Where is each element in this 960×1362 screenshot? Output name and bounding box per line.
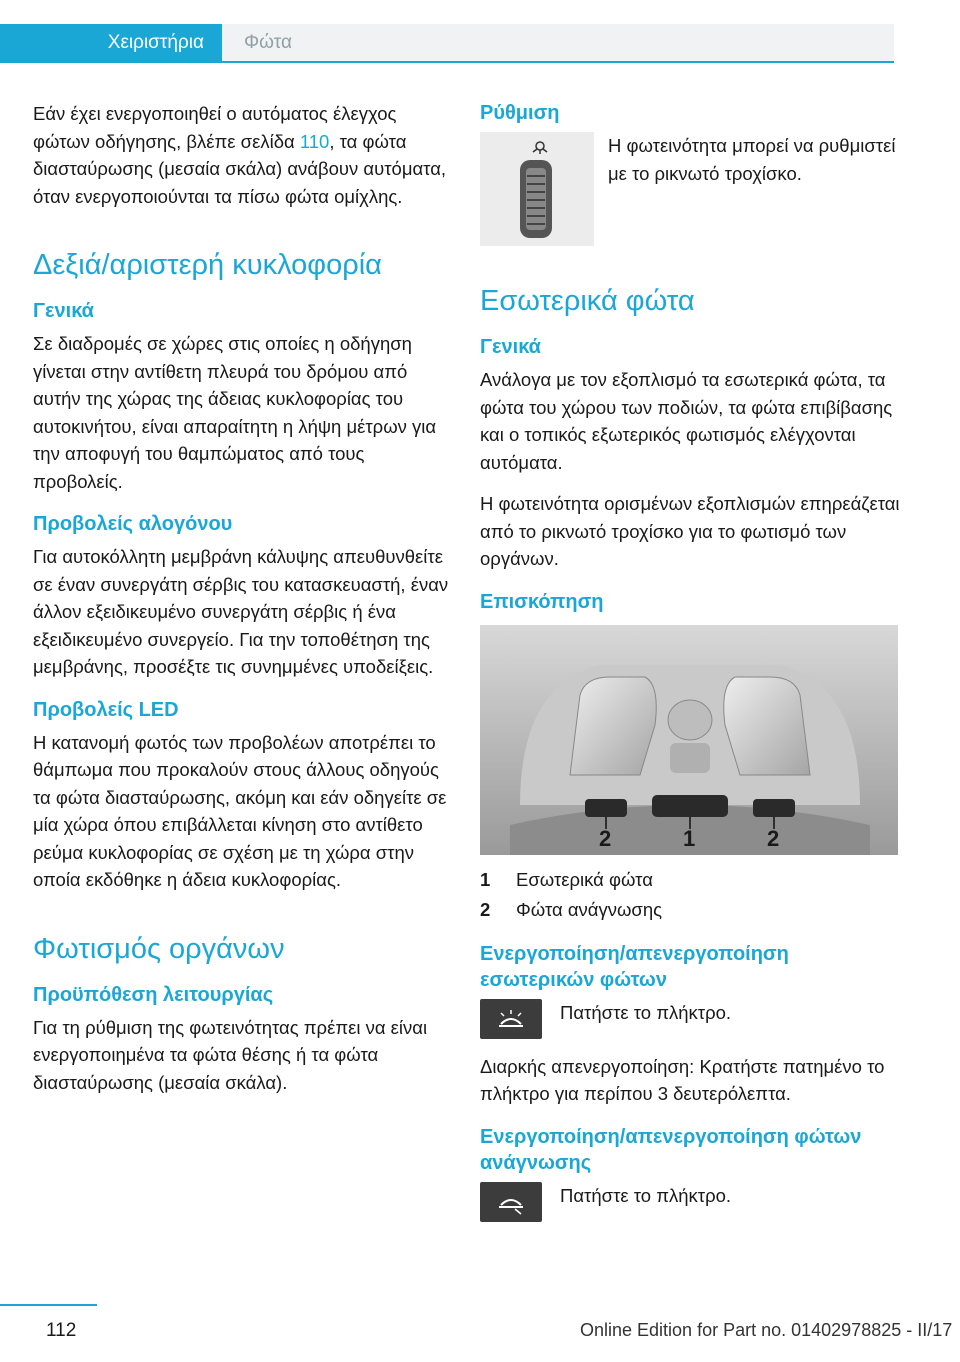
heading-general: Γενικά: [33, 300, 94, 322]
right-column: [480, 100, 900, 1236]
thumbwheel-icon: [480, 132, 594, 246]
thumbwheel-image: [480, 132, 594, 246]
prerequisite-paragraph: Για τη ρύθμιση της φωτεινότητας πρέπει να είναι ενεργοποιημένα τα φώτα θέσης ή τα φώτα διασταύρωσης (μεσαία σκάλα).: [33, 1016, 428, 1093]
intro-paragraph: [33, 100, 449, 210]
callout-2-right: 2: [767, 825, 780, 851]
page-number: 112: [46, 1320, 77, 1341]
legend-item: [480, 865, 900, 895]
heading-interior-lights: Εσωτερικά φώτα: [480, 285, 695, 317]
interior-button-row: [480, 999, 900, 1039]
tab-lights[interactable]: Φώτα: [222, 24, 894, 62]
overview-image: [480, 625, 898, 855]
heading-instrument-lighting: Φωτισμός οργάνων: [33, 932, 285, 965]
legend-text: Εσωτερικά φώτα: [516, 868, 653, 890]
halogen-paragraph: Για αυτοκόλλητη μεμβράνη κάλυψης απευθυνθείτε σε έναν συνεργάτη σέρβις του κατασκευαστή, έναν άλλον εξειδικευμένο συνεργάτη σέρβις ή ένα εξειδικευμένο συνεργείο. Για την τοποθέτηση της μεμβράνης, προσέξτε τις συνημμένες υποδείξεις.: [33, 546, 449, 677]
heading-interior-general: Γενικά: [480, 336, 541, 358]
intro-text-a: Εάν έχει ενεργοποιηθεί ο αυτόματος έλεγχος φώτων οδήγησης, βλέπε σελίδα: [33, 103, 397, 152]
led-paragraph: Η κατανομή φωτός των προβολέων αποτρέπει το θάμπωμα που προκαλούν στους άλλους οδηγούς τα φώτα διασταύρωσης, ακόμη και εάν οδηγείτε σε μία χώρα όπου επιβάλλεται κίνηση στο αντίθετο ρεύμα κυκλοφορίας σε σχέση με τη χώρα στην οποία εκδόθηκε η άδεια κυκλοφορίας.: [33, 731, 447, 890]
heading-led: Προβολείς LED: [33, 698, 179, 721]
interior-general-paragraph-2: Η φωτεινότητα ορισμένων εξοπλισμών επηρεάζεται από το ρικνωτό τροχίσκο για το φωτισμό των οργάνων.: [480, 493, 900, 569]
reading-button-row: [480, 1182, 900, 1222]
heading-prerequisite: Προϋπόθεση λειτουργίας: [33, 983, 274, 1006]
heading-adjust: Ρύθμιση: [480, 102, 560, 124]
heading-toggle-reading: Ενεργοποίηση/απενεργοποίηση φώτων ανάγνωσης: [480, 1125, 862, 1174]
heading-halogen: Προβολείς αλογόνου: [33, 513, 233, 535]
adjust-paragraph: Η φωτεινότητα μπορεί να ρυθμιστεί με το ρικνωτό τροχίσκο.: [608, 135, 896, 184]
press-button-paragraph-2: Πατήστε το πλήκτρο.: [560, 1184, 732, 1206]
header-tabbar: [0, 0, 960, 62]
ceiling-console-illustration: [480, 625, 898, 855]
left-column: [33, 100, 449, 1110]
general-paragraph: Σε διαδρομές σε χώρες στις οποίες η οδήγηση γίνεται στην αντίθετη πλευρά του δρόμου από αυτήν της χώρας της άδειας κυκλοφορίας του αυτοκινήτου, είναι απαραίτητη η λήψη μέτρων για την αποφυγή του θαμπώματος από τους προβολείς.: [33, 333, 437, 492]
footer-divider: [0, 1304, 97, 1306]
intro-text-b: , τα φώτα διασταύρωσης (μεσαία σκάλα) ανάβουν αυτόματα, όταν ενεργοποιούνται τα πίσω φώτα ομίχλης.: [33, 130, 447, 207]
long-press-paragraph: Διαρκής απενεργοποίηση: Κρατήστε πατημένο το πλήκτρο για περίπου 3 δευτερόλεπτα.: [480, 1055, 885, 1104]
legend-text: Φώτα ανάγνωσης: [516, 898, 663, 920]
callout-2-left: 2: [599, 825, 612, 851]
callout-1: 1: [683, 825, 696, 851]
page-link[interactable]: 110: [299, 130, 330, 152]
tab-controls[interactable]: Χειριστήρια: [0, 24, 222, 62]
edition-note: Online Edition for Part no. 01402978825 - II/17: [580, 1320, 953, 1340]
legend-item: [480, 895, 900, 925]
legend-number: 1: [480, 868, 491, 890]
heading-toggle-interior: Ενεργοποίηση/απενεργοποίηση εσωτερικών φώτων: [480, 942, 789, 991]
header-divider: [0, 61, 894, 63]
thumbwheel-figure-row: [480, 132, 900, 246]
legend-number: 2: [480, 898, 491, 920]
heading-traffic: Δεξιά/αριστερή κυκλοφορία: [33, 249, 382, 281]
interior-light-button-icon: [480, 999, 542, 1039]
interior-general-paragraph-1: Ανάλογα με τον εξοπλισμό τα εσωτερικά φώτα, τα φώτα του χώρου των ποδιών, τα φώτα επιβίβασης και ο τοπικός εξωτερικός φωτισμός ελέγχονται αυτόματα.: [480, 369, 893, 473]
reading-light-button-icon: [480, 1182, 542, 1222]
press-button-paragraph: Πατήστε το πλήκτρο.: [560, 1001, 732, 1023]
heading-overview: Επισκόπηση: [480, 590, 604, 613]
